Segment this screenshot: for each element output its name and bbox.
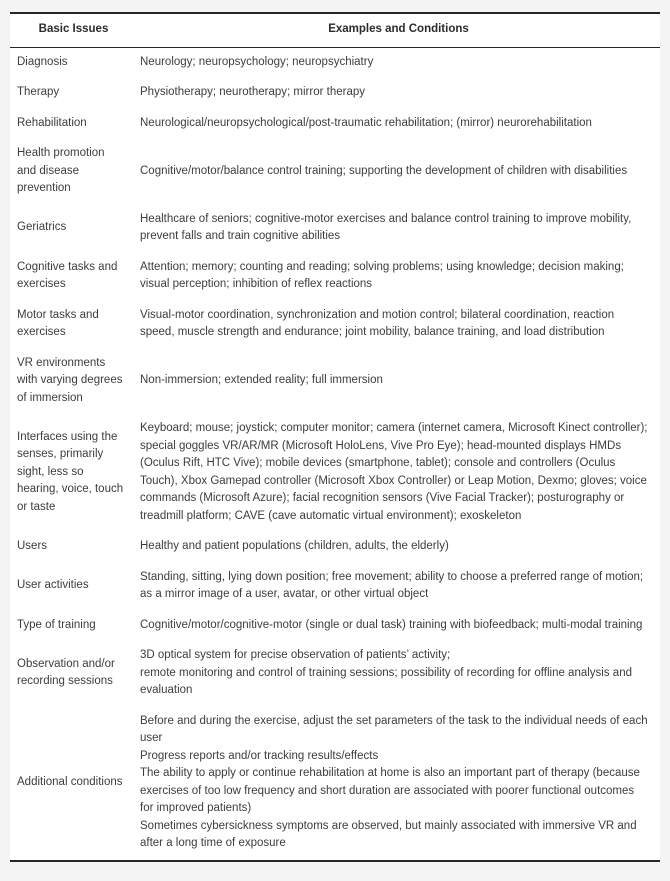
table-row bbox=[10, 301, 660, 349]
example-paragraph: Cognitive/motor/balance control training; supporting the development of children with disabilities bbox=[140, 164, 628, 177]
examples-cell bbox=[137, 532, 660, 563]
example-paragraph: Visual-motor coordination, synchronization and motion control; bilateral coordination, reaction speed, muscle strength and endurance; joint mobility, balance training, and load distribution bbox=[140, 308, 615, 338]
example-paragraph: Sometimes cybersickness symptoms are observed, but mainly associated with immersive VR and after a long time of exposure bbox=[140, 819, 637, 849]
example-paragraph: Neurological/neuropsychological/post-traumatic rehabilitation; (mirror) neurorehabilitation bbox=[140, 116, 592, 129]
basic-issues-table bbox=[10, 12, 660, 862]
example-paragraph: Cognitive/motor/cognitive-motor (single or dual task) training with biofeedback; multi-modal training bbox=[140, 618, 643, 631]
table-row bbox=[10, 109, 660, 140]
examples-cell bbox=[137, 301, 660, 349]
table-body bbox=[10, 47, 660, 861]
examples-cell bbox=[137, 611, 660, 642]
table-row bbox=[10, 707, 660, 861]
issue-cell: Therapy bbox=[17, 86, 60, 98]
example-paragraph: Keyboard; mouse; joystick; computer monitor; camera (internet camera, Microsoft Kinect controller); special goggles VR/AR/MR (Microsoft HoloLens, Vive Pro Eye); head-mounted displays HMDs (Oculus Rift, HTC Vive); mobile devices (smartphone, tablet); console and controllers (Oculus Touch), Xbox Gamepad controller (Microsoft Xbox Controller) or Leap Motion, Dexmo; gloves; voice commands (Microsoft Azure); facial recognition sensors (Vive Facial Tracker); posturography or treadmill platform; CAVE (cave automatic virtual environment); exoskeleton bbox=[140, 422, 648, 522]
examples-cell bbox=[137, 414, 660, 532]
table-row bbox=[10, 563, 660, 611]
table-row bbox=[10, 349, 660, 415]
issue-cell: Geriatrics bbox=[17, 221, 67, 234]
issue-cell: Diagnosis bbox=[17, 55, 68, 68]
issue-cell: Observation and/or recording sessions bbox=[17, 657, 115, 688]
examples-cell bbox=[137, 349, 660, 415]
example-paragraph: Neurology; neuropsychology; neuropsychiatry bbox=[140, 55, 374, 68]
example-paragraph: Non-immersion; extended reality; full immersion bbox=[140, 374, 383, 386]
example-paragraph: Before and during the exercise, adjust the set parameters of the task to the individual needs of each user bbox=[140, 714, 648, 744]
table-row bbox=[10, 47, 660, 78]
examples-cell bbox=[137, 47, 660, 78]
table-row bbox=[10, 78, 660, 109]
example-paragraph: 3D optical system for precise observation of patients’ activity; bbox=[140, 649, 451, 661]
table-row bbox=[10, 641, 660, 707]
examples-cell bbox=[137, 205, 660, 253]
examples-cell bbox=[137, 109, 660, 140]
header-basic-issues: Basic Issues bbox=[10, 13, 137, 47]
issue-cell: Health promotion and disease prevention bbox=[17, 147, 105, 194]
header-row bbox=[10, 13, 660, 47]
issue-cell: User activities bbox=[17, 579, 89, 592]
example-paragraph: The ability to apply or continue rehabilitation at home is also an important part of therapy (because exercises of too low frequency and short duration are associated with poorer functional outcomes for improved patients) bbox=[140, 767, 640, 814]
header-examples-conditions: Examples and Conditions bbox=[137, 13, 660, 47]
issue-cell: Motor tasks and exercises bbox=[17, 308, 99, 338]
example-paragraph: Attention; memory; counting and reading; solving problems; using knowledge; decision making; visual perception; inhibition of reflex reactions bbox=[140, 260, 624, 290]
table-header bbox=[10, 13, 660, 47]
examples-cell bbox=[137, 78, 660, 109]
issue-cell: Type of training bbox=[17, 618, 96, 631]
table-row bbox=[10, 139, 660, 205]
issue-cell: Interfaces using the senses, primarily sight, less so hearing, voice, touch or taste bbox=[17, 430, 124, 513]
table-row bbox=[10, 414, 660, 532]
issue-cell: Additional conditions bbox=[17, 775, 123, 788]
example-paragraph: Progress reports and/or tracking results/effects bbox=[140, 749, 379, 762]
example-paragraph: Healthcare of seniors; cognitive-motor exercises and balance control training to improve mobility, prevent falls and train cognitive abilities bbox=[140, 212, 632, 242]
issue-cell: VR environments with varying degrees of immersion bbox=[17, 356, 123, 404]
issue-cell: Rehabilitation bbox=[17, 116, 87, 129]
example-paragraph: Physiotherapy; neurotherapy; mirror therapy bbox=[140, 86, 365, 98]
table-row bbox=[10, 532, 660, 563]
table-row bbox=[10, 253, 660, 301]
examples-cell bbox=[137, 253, 660, 301]
issue-cell: Users bbox=[17, 540, 48, 552]
examples-cell bbox=[137, 139, 660, 205]
example-paragraph: Standing, sitting, lying down position; free movement; ability to choose a preferred range of motion; as a mirror image of a user, avatar, or other virtual object bbox=[140, 570, 644, 600]
examples-cell bbox=[137, 641, 660, 707]
examples-cell bbox=[137, 563, 660, 611]
example-paragraph: remote monitoring and control of training sessions; possibility of recording for offline analysis and evaluation bbox=[140, 666, 632, 696]
example-paragraph: Healthy and patient populations (children, adults, the elderly) bbox=[140, 540, 449, 552]
table-row bbox=[10, 205, 660, 253]
examples-cell bbox=[137, 707, 660, 861]
issue-cell: Cognitive tasks and exercises bbox=[17, 260, 118, 290]
table-row bbox=[10, 611, 660, 642]
